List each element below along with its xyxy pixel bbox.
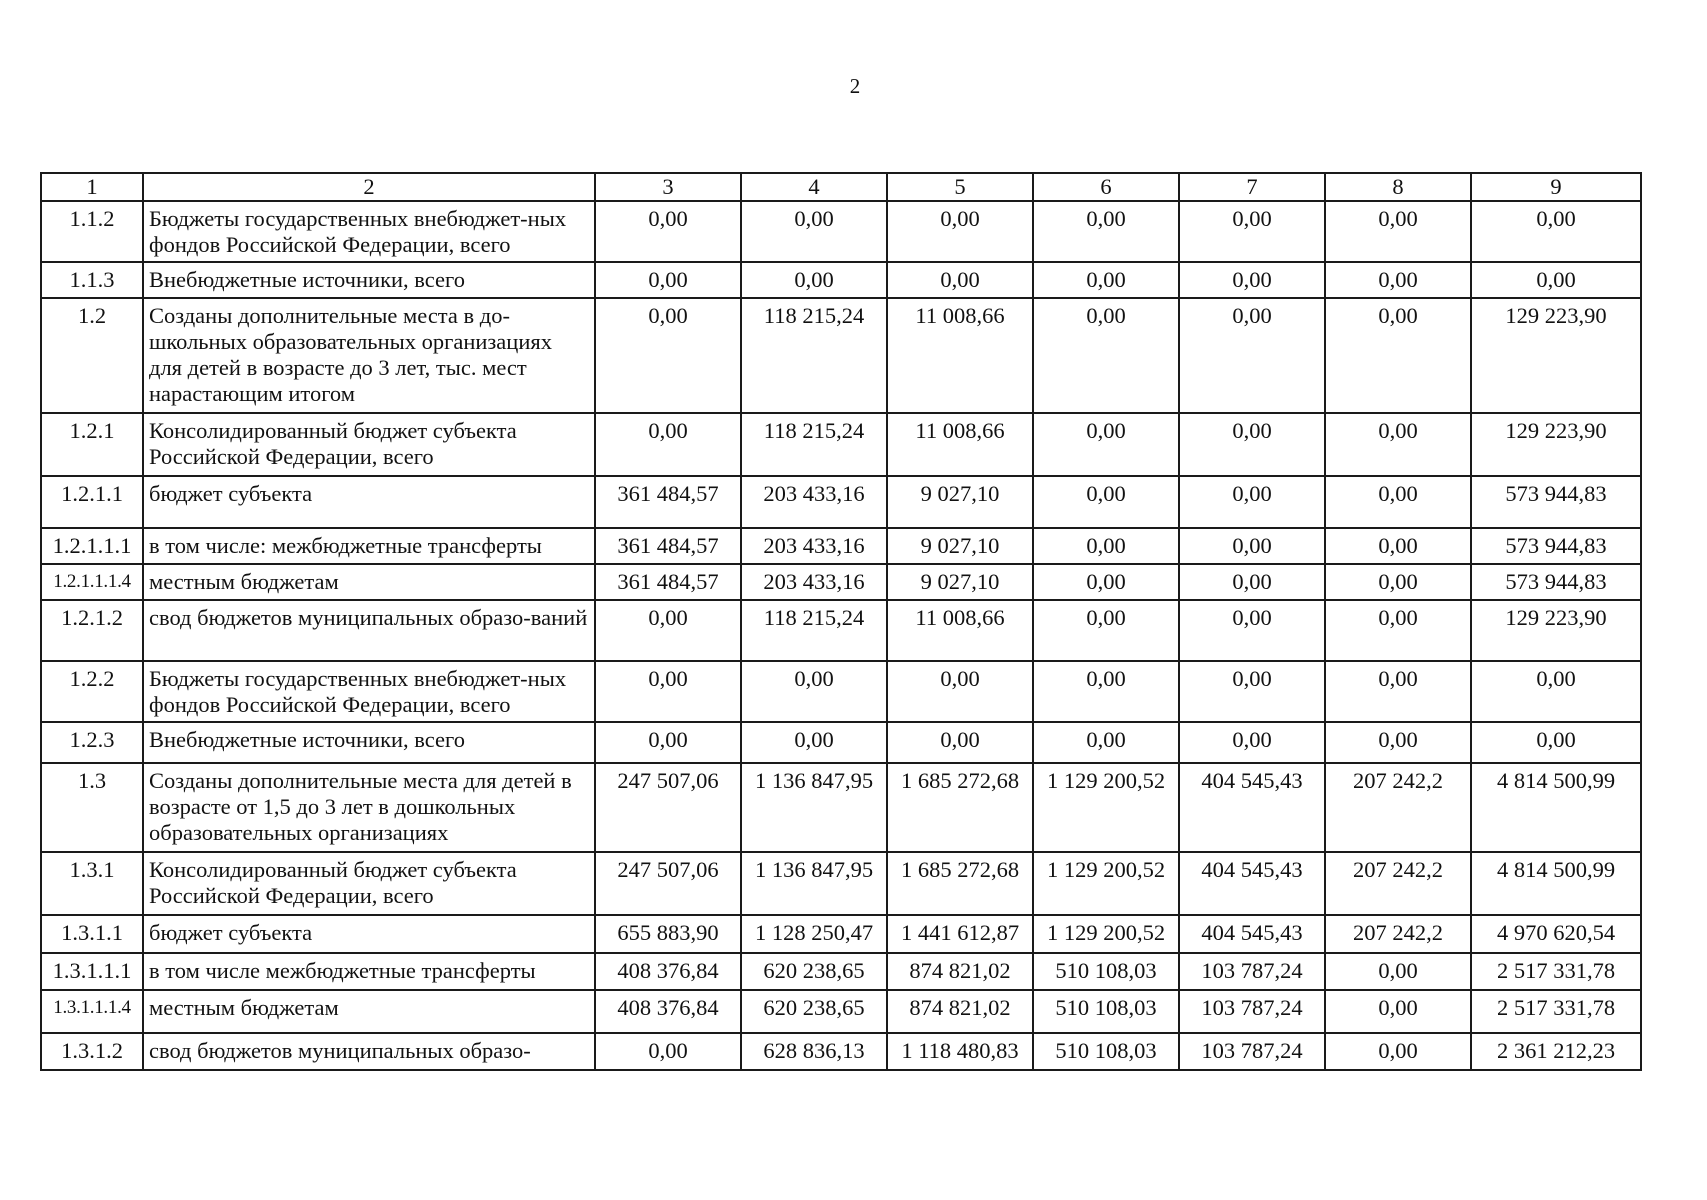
value-cell: 0,00 — [1471, 262, 1641, 298]
value-cell: 510 108,03 — [1033, 990, 1179, 1033]
value-cell: 620 238,65 — [741, 990, 887, 1033]
value-cell: 404 545,43 — [1179, 763, 1325, 852]
value-cell: 0,00 — [1033, 476, 1179, 528]
value-cell: 11 008,66 — [887, 413, 1033, 476]
row-name: бюджет субъекта — [143, 915, 595, 953]
value-cell: 361 484,57 — [595, 528, 741, 564]
table-row — [41, 763, 1641, 852]
value-cell: 573 944,83 — [1471, 476, 1641, 528]
value-cell: 1 136 847,95 — [741, 763, 887, 852]
value-cell: 1 118 480,83 — [887, 1033, 1033, 1070]
value-cell: 0,00 — [595, 262, 741, 298]
value-cell: 0,00 — [1471, 201, 1641, 262]
value-cell: 0,00 — [741, 201, 887, 262]
value-cell: 0,00 — [1325, 476, 1471, 528]
value-cell: 0,00 — [887, 262, 1033, 298]
value-cell: 1 441 612,87 — [887, 915, 1033, 953]
value-cell: 0,00 — [595, 722, 741, 763]
column-header: 8 — [1325, 173, 1471, 201]
row-code: 1.3.1 — [41, 852, 143, 915]
column-header: 4 — [741, 173, 887, 201]
row-code: 1.2.3 — [41, 722, 143, 763]
row-code: 1.1.2 — [41, 201, 143, 262]
value-cell: 103 787,24 — [1179, 990, 1325, 1033]
value-cell: 0,00 — [1033, 262, 1179, 298]
value-cell: 0,00 — [1033, 722, 1179, 763]
row-code: 1.2.1.1.1 — [41, 528, 143, 564]
column-header: 5 — [887, 173, 1033, 201]
value-cell: 361 484,57 — [595, 564, 741, 600]
value-cell: 1 136 847,95 — [741, 852, 887, 915]
value-cell: 0,00 — [1033, 661, 1179, 722]
value-cell: 2 517 331,78 — [1471, 953, 1641, 990]
table-row — [41, 564, 1641, 600]
row-code: 1.2 — [41, 298, 143, 413]
value-cell: 9 027,10 — [887, 564, 1033, 600]
value-cell: 0,00 — [741, 661, 887, 722]
row-name: Консолидированный бюджет субъекта Российской Федерации, всего — [143, 413, 595, 476]
table-row — [41, 298, 1641, 413]
value-cell: 129 223,90 — [1471, 600, 1641, 661]
value-cell: 0,00 — [741, 722, 887, 763]
column-header: 6 — [1033, 173, 1179, 201]
value-cell: 1 129 200,52 — [1033, 763, 1179, 852]
value-cell: 0,00 — [1325, 298, 1471, 413]
value-cell: 1 129 200,52 — [1033, 852, 1179, 915]
table-row — [41, 722, 1641, 763]
value-cell: 0,00 — [595, 413, 741, 476]
row-code: 1.2.2 — [41, 661, 143, 722]
value-cell: 0,00 — [1179, 476, 1325, 528]
value-cell: 510 108,03 — [1033, 1033, 1179, 1070]
value-cell: 0,00 — [1471, 661, 1641, 722]
row-name: Консолидированный бюджет субъекта Российской Федерации, всего — [143, 852, 595, 915]
value-cell: 0,00 — [887, 722, 1033, 763]
value-cell: 207 242,2 — [1325, 852, 1471, 915]
value-cell: 247 507,06 — [595, 763, 741, 852]
table-row — [41, 852, 1641, 915]
value-cell: 0,00 — [595, 600, 741, 661]
row-name: Внебюджетные источники, всего — [143, 722, 595, 763]
value-cell: 118 215,24 — [741, 600, 887, 661]
row-name: Бюджеты государственных внебюджет-ных фондов Российской Федерации, всего — [143, 661, 595, 722]
row-name: местным бюджетам — [143, 564, 595, 600]
value-cell: 203 433,16 — [741, 528, 887, 564]
value-cell: 0,00 — [1325, 953, 1471, 990]
value-cell: 0,00 — [887, 661, 1033, 722]
row-name: Бюджеты государственных внебюджет-ных фондов Российской Федерации, всего — [143, 201, 595, 262]
value-cell: 4 814 500,99 — [1471, 852, 1641, 915]
value-cell: 0,00 — [1325, 1033, 1471, 1070]
value-cell: 0,00 — [887, 201, 1033, 262]
table-row — [41, 1033, 1641, 1070]
value-cell: 628 836,13 — [741, 1033, 887, 1070]
value-cell: 0,00 — [1033, 528, 1179, 564]
value-cell: 103 787,24 — [1179, 953, 1325, 990]
value-cell: 0,00 — [1325, 528, 1471, 564]
value-cell: 0,00 — [1325, 661, 1471, 722]
budget-table — [40, 172, 1642, 1071]
table-row — [41, 661, 1641, 722]
table-row — [41, 262, 1641, 298]
value-cell: 1 685 272,68 — [887, 852, 1033, 915]
value-cell: 4 814 500,99 — [1471, 763, 1641, 852]
value-cell: 247 507,06 — [595, 852, 741, 915]
value-cell: 0,00 — [1033, 564, 1179, 600]
table-row — [41, 915, 1641, 953]
column-number-row — [41, 173, 1641, 201]
value-cell: 0,00 — [1179, 413, 1325, 476]
row-name: бюджет субъекта — [143, 476, 595, 528]
value-cell: 0,00 — [1179, 298, 1325, 413]
value-cell: 0,00 — [1325, 722, 1471, 763]
value-cell: 207 242,2 — [1325, 915, 1471, 953]
value-cell: 118 215,24 — [741, 298, 887, 413]
value-cell: 11 008,66 — [887, 600, 1033, 661]
column-header: 3 — [595, 173, 741, 201]
value-cell: 129 223,90 — [1471, 298, 1641, 413]
value-cell: 1 128 250,47 — [741, 915, 887, 953]
value-cell: 2 517 331,78 — [1471, 990, 1641, 1033]
table-row — [41, 990, 1641, 1033]
value-cell: 1 685 272,68 — [887, 763, 1033, 852]
row-name: Созданы дополнительные места в до-школьных образовательных организациях для детей в возрасте до 3 лет, тыс. мест нарастающим итогом — [143, 298, 595, 413]
row-name: в том числе: межбюджетные трансферты — [143, 528, 595, 564]
value-cell: 874 821,02 — [887, 990, 1033, 1033]
table-row — [41, 201, 1641, 262]
value-cell: 103 787,24 — [1179, 1033, 1325, 1070]
value-cell: 0,00 — [1179, 722, 1325, 763]
value-cell: 0,00 — [1179, 528, 1325, 564]
value-cell: 573 944,83 — [1471, 564, 1641, 600]
value-cell: 874 821,02 — [887, 953, 1033, 990]
column-header: 1 — [41, 173, 143, 201]
value-cell: 620 238,65 — [741, 953, 887, 990]
value-cell: 0,00 — [741, 262, 887, 298]
value-cell: 404 545,43 — [1179, 852, 1325, 915]
value-cell: 0,00 — [595, 661, 741, 722]
table-row — [41, 528, 1641, 564]
value-cell: 129 223,90 — [1471, 413, 1641, 476]
column-header: 9 — [1471, 173, 1641, 201]
value-cell: 404 545,43 — [1179, 915, 1325, 953]
value-cell: 118 215,24 — [741, 413, 887, 476]
row-code: 1.2.1.1 — [41, 476, 143, 528]
row-name: Созданы дополнительные места для детей в возрасте от 1,5 до 3 лет в дошкольных образовательных организациях — [143, 763, 595, 852]
value-cell: 0,00 — [595, 1033, 741, 1070]
value-cell: 0,00 — [1325, 413, 1471, 476]
value-cell: 361 484,57 — [595, 476, 741, 528]
row-name: местным бюджетам — [143, 990, 595, 1033]
value-cell: 0,00 — [1325, 201, 1471, 262]
value-cell: 11 008,66 — [887, 298, 1033, 413]
value-cell: 0,00 — [1325, 990, 1471, 1033]
row-code: 1.3 — [41, 763, 143, 852]
row-code: 1.3.1.1 — [41, 915, 143, 953]
value-cell: 2 361 212,23 — [1471, 1033, 1641, 1070]
value-cell: 207 242,2 — [1325, 763, 1471, 852]
value-cell: 0,00 — [1325, 262, 1471, 298]
table-row — [41, 953, 1641, 990]
row-code: 1.2.1.2 — [41, 600, 143, 661]
value-cell: 0,00 — [1033, 600, 1179, 661]
value-cell: 0,00 — [1179, 600, 1325, 661]
value-cell: 1 129 200,52 — [1033, 915, 1179, 953]
value-cell: 0,00 — [1179, 262, 1325, 298]
value-cell: 9 027,10 — [887, 476, 1033, 528]
table-row — [41, 600, 1641, 661]
value-cell: 0,00 — [1033, 298, 1179, 413]
value-cell: 0,00 — [595, 298, 741, 413]
row-code: 1.3.1.1.1 — [41, 953, 143, 990]
row-name: свод бюджетов муниципальных образо- — [143, 1033, 595, 1070]
value-cell: 0,00 — [1179, 564, 1325, 600]
value-cell: 0,00 — [1471, 722, 1641, 763]
value-cell: 9 027,10 — [887, 528, 1033, 564]
table-row — [41, 476, 1641, 528]
row-code: 1.3.1.2 — [41, 1033, 143, 1070]
row-code: 1.1.3 — [41, 262, 143, 298]
value-cell: 0,00 — [595, 201, 741, 262]
value-cell: 655 883,90 — [595, 915, 741, 953]
page-number: 2 — [849, 74, 861, 98]
column-header: 2 — [143, 173, 595, 201]
row-name: в том числе межбюджетные трансферты — [143, 953, 595, 990]
value-cell: 0,00 — [1325, 564, 1471, 600]
value-cell: 203 433,16 — [741, 564, 887, 600]
value-cell: 510 108,03 — [1033, 953, 1179, 990]
value-cell: 0,00 — [1325, 600, 1471, 661]
value-cell: 4 970 620,54 — [1471, 915, 1641, 953]
value-cell: 408 376,84 — [595, 990, 741, 1033]
value-cell: 0,00 — [1179, 201, 1325, 262]
value-cell: 0,00 — [1033, 201, 1179, 262]
row-code: 1.3.1.1.1.4 — [41, 990, 143, 1033]
row-code: 1.2.1 — [41, 413, 143, 476]
row-name: Внебюджетные источники, всего — [143, 262, 595, 298]
value-cell: 573 944,83 — [1471, 528, 1641, 564]
row-name: свод бюджетов муниципальных образо-ваний — [143, 600, 595, 661]
value-cell: 0,00 — [1179, 661, 1325, 722]
value-cell: 0,00 — [1033, 413, 1179, 476]
value-cell: 203 433,16 — [741, 476, 887, 528]
row-code: 1.2.1.1.1.4 — [41, 564, 143, 600]
table-row — [41, 413, 1641, 476]
column-header: 7 — [1179, 173, 1325, 201]
value-cell: 408 376,84 — [595, 953, 741, 990]
